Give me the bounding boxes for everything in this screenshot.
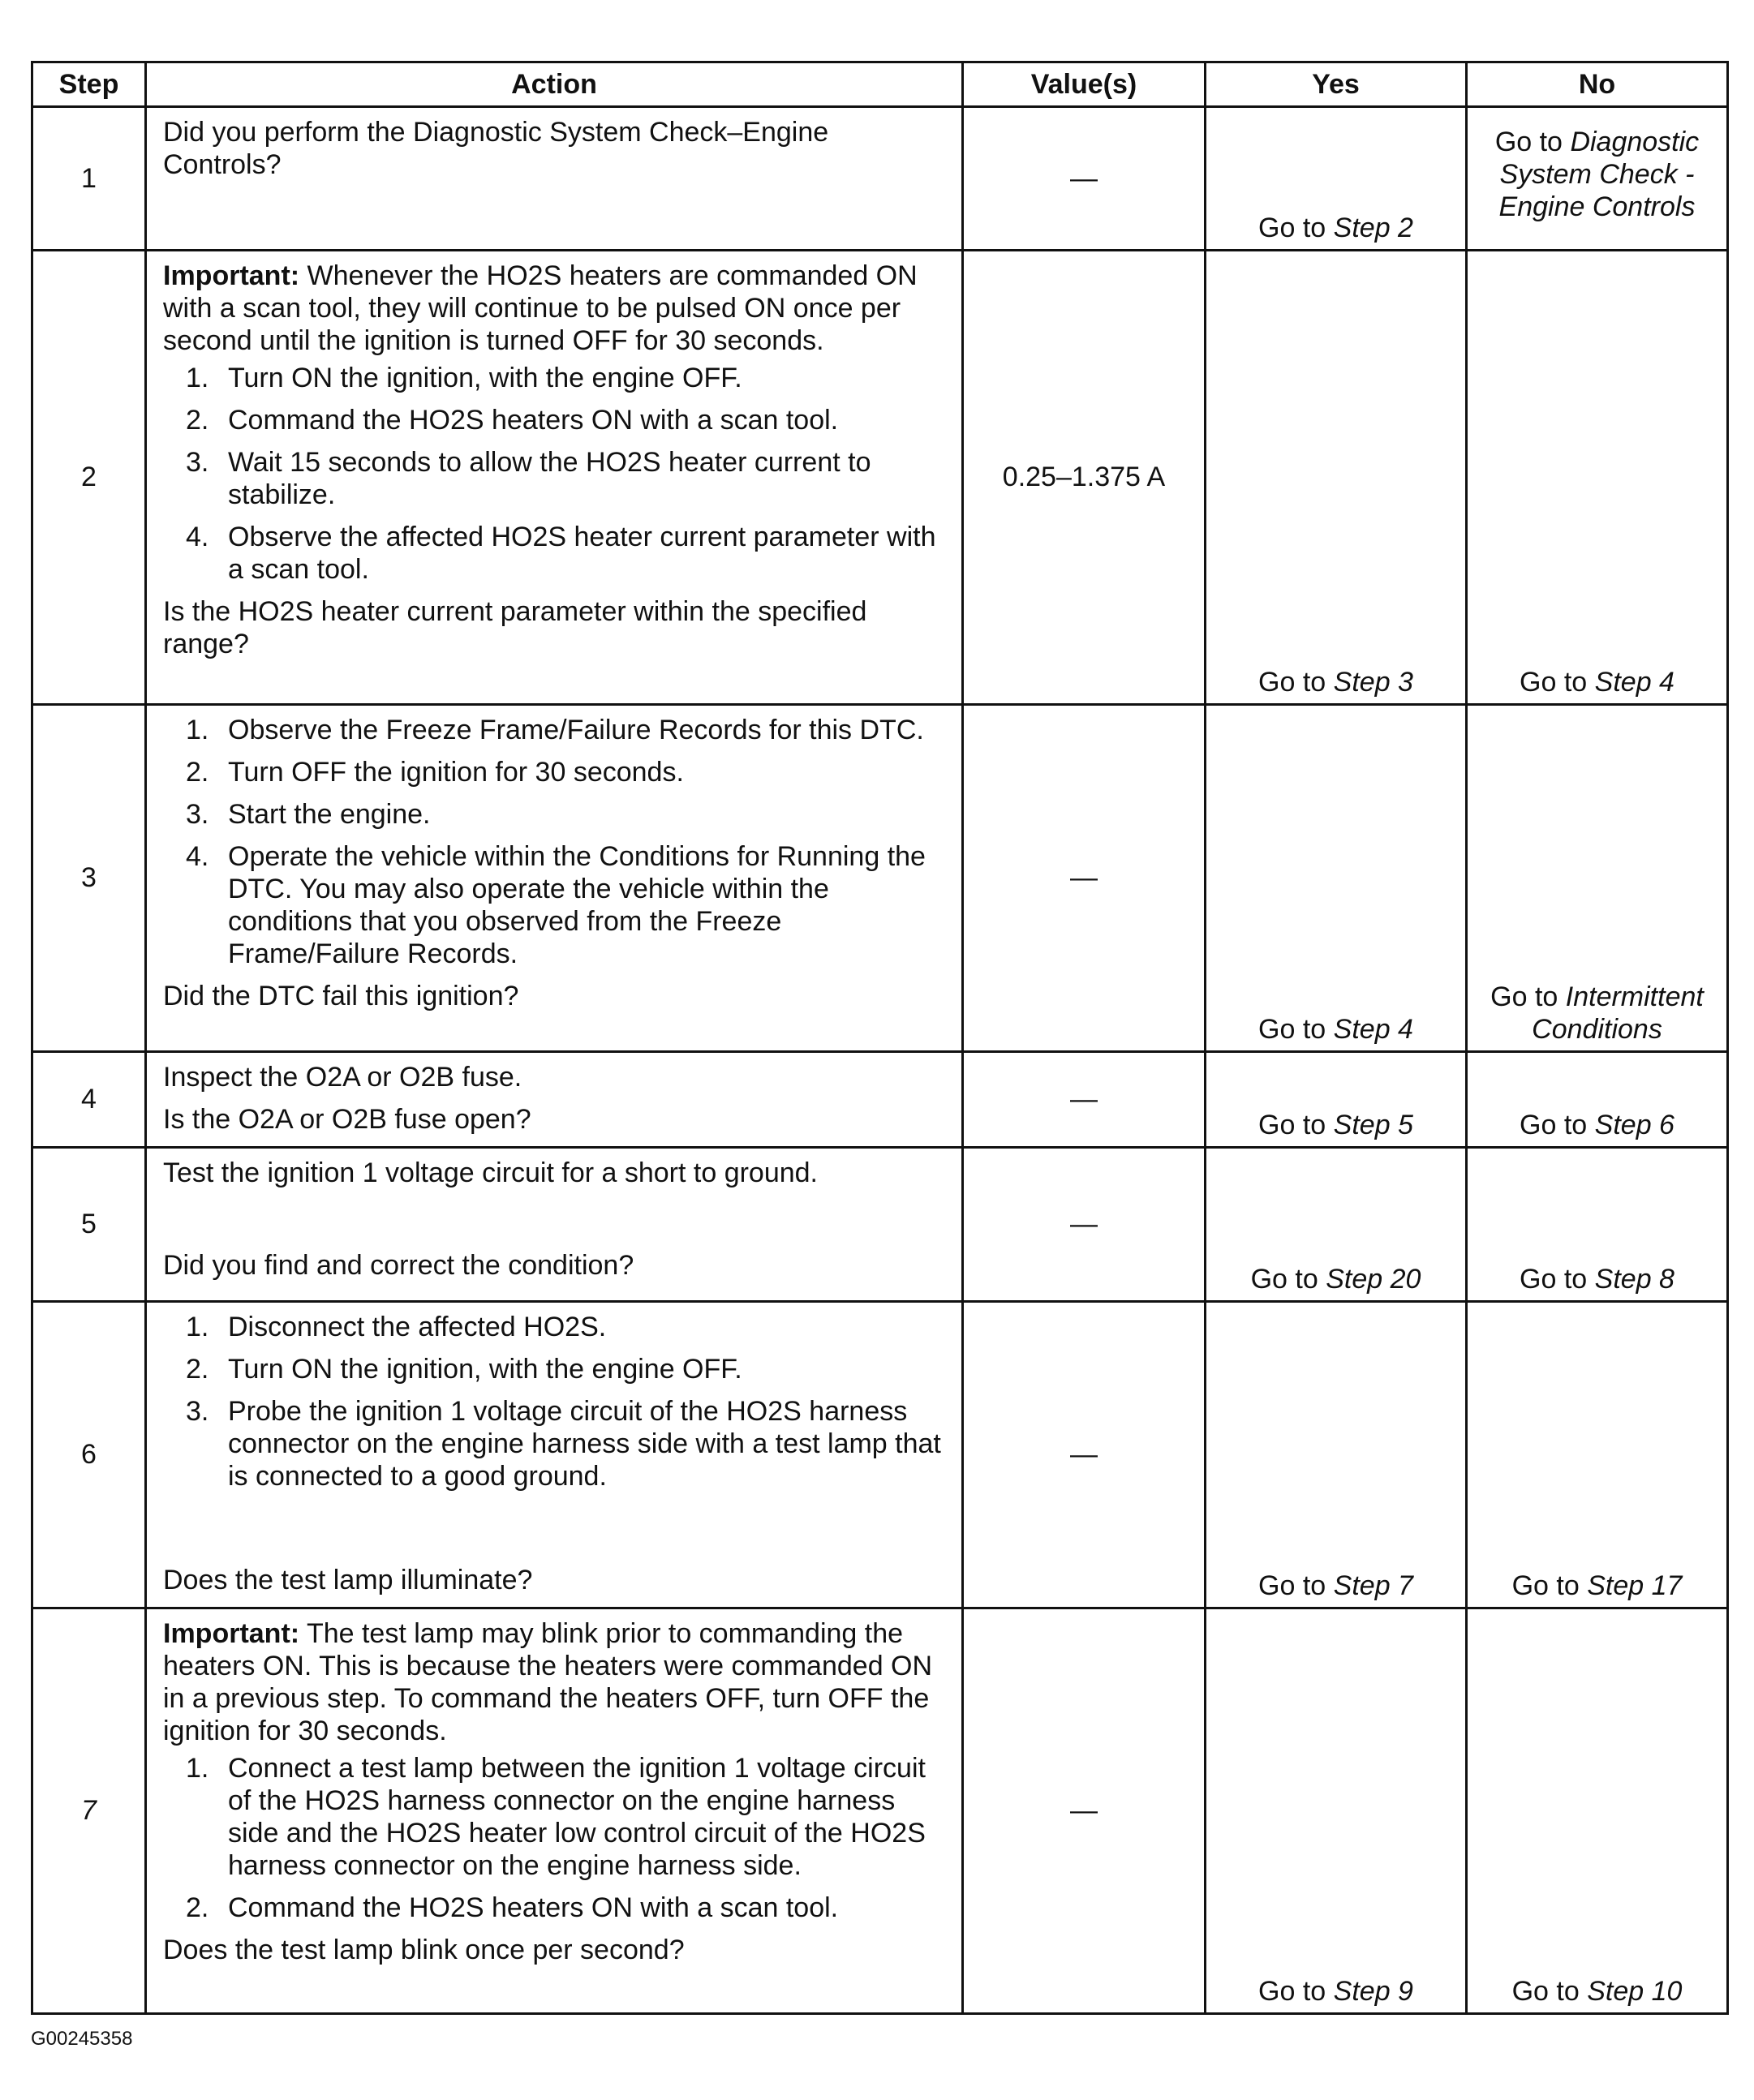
question-text: Does the test lamp illuminate? — [163, 1564, 533, 1595]
substep-text: Start the engine. — [228, 799, 431, 831]
value-cell: — — [963, 1608, 1206, 2013]
no-cell — [1467, 705, 1728, 1052]
action-cell — [146, 107, 963, 251]
substep-text: Observe the Freeze Frame/Failure Records for this DTC. — [228, 715, 924, 746]
yes-prefix: Go to — [1258, 667, 1326, 698]
substep-text: Operate the vehicle within the Conditions for Running the DTC. You may also operate the vehicle within the conditions that you observed from the Freeze Frame/Failure Records. — [228, 841, 926, 970]
table-row — [32, 1052, 1728, 1147]
action-cell — [146, 1147, 963, 1301]
important-label: Important: — [163, 1617, 300, 1649]
yes-cell — [1206, 251, 1467, 705]
step-number: 5 — [32, 1147, 146, 1301]
yes-prefix: Go to — [1250, 1263, 1318, 1295]
step-number: 1 — [32, 107, 146, 251]
yes-prefix: Go to — [1258, 1014, 1326, 1046]
step-number: 2 — [32, 251, 146, 705]
table-row — [32, 251, 1728, 705]
no-cell — [1467, 1301, 1728, 1608]
substep-text: Command the HO2S heaters ON with a scan tool. — [228, 1892, 839, 1923]
value-cell: — — [963, 705, 1206, 1052]
no-prefix: Go to — [1520, 667, 1588, 698]
important-note — [163, 1617, 945, 1747]
no-link[interactable]: Step 6 — [1594, 1109, 1674, 1140]
yes-prefix: Go to — [1258, 213, 1326, 244]
substep-list — [163, 362, 945, 586]
yes-link[interactable]: Step 5 — [1333, 1109, 1413, 1140]
action-cell — [146, 251, 963, 705]
action-cell — [146, 1301, 963, 1608]
substep-list — [163, 1752, 945, 1924]
step-number: 3 — [32, 705, 146, 1052]
list-item: 2. Turn OFF the ignition for 30 seconds. — [186, 757, 684, 788]
question-text: Is the O2A or O2B fuse open? — [163, 1104, 531, 1136]
yes-cell — [1206, 705, 1467, 1052]
substep-list — [163, 1311, 945, 1492]
list-item: 1. Connect a test lamp between the ignition 1 voltage circuit of the HO2S harness connector on the engine harness side and the HO2S heater low control circuit of the HO2S harness connector on the engine harness side. — [186, 1752, 926, 1881]
list-item: 1. Turn ON the ignition, with the engine OFF. — [186, 363, 742, 394]
yes-cell — [1206, 107, 1467, 251]
list-item: 1. Observe the Freeze Frame/Failure Records for this DTC. — [186, 715, 924, 746]
action-cell — [146, 705, 963, 1052]
substep-text: Turn OFF the ignition for 30 seconds. — [228, 757, 684, 788]
list-item: 3. Wait 15 seconds to allow the HO2S heater current to stabilize. — [186, 447, 871, 511]
action-text: Inspect the O2A or O2B fuse. — [163, 1062, 522, 1093]
substep-text: Disconnect the affected HO2S. — [228, 1311, 607, 1342]
figure-id: G00245358 — [31, 2028, 133, 2050]
substep-text: Probe the ignition 1 voltage circuit of the HO2S harness connector on the engine harness side with a test lamp that is connected to a good ground. — [228, 1395, 941, 1492]
yes-prefix: Go to — [1258, 1109, 1326, 1140]
no-link[interactable]: Diagnostic System Check - Engine Controls — [1498, 127, 1700, 222]
substep-text: Wait 15 seconds to allow the HO2S heater current to stabilize. — [228, 447, 871, 511]
yes-link[interactable]: Step 7 — [1333, 1570, 1413, 1601]
no-link[interactable]: Step 4 — [1594, 667, 1674, 698]
no-prefix: Go to — [1520, 1263, 1588, 1295]
question-text: Does the test lamp blink once per second? — [163, 1934, 685, 1965]
no-prefix: Go to — [1520, 1109, 1588, 1140]
question-text: Did you find and correct the condition? — [163, 1249, 634, 1281]
list-item: 2. Command the HO2S heaters ON with a scan tool. — [186, 405, 839, 436]
substep-text: Observe the affected HO2S heater current parameter with a scan tool. — [228, 522, 936, 586]
substep-text: Connect a test lamp between the ignition 1 voltage circuit of the HO2S harness connector on the engine harness side and the HO2S heater low control circuit of the HO2S harness connector on the engine harness side. — [228, 1752, 926, 1881]
yes-cell — [1206, 1301, 1467, 1608]
header-row — [32, 62, 1728, 107]
no-link[interactable]: Intermittent Conditions — [1532, 981, 1704, 1046]
no-link[interactable]: Step 8 — [1594, 1263, 1674, 1295]
important-label: Important: — [163, 260, 300, 292]
action-cell — [146, 1608, 963, 2013]
yes-link[interactable]: Step 2 — [1333, 213, 1413, 244]
yes-prefix: Go to — [1258, 1976, 1326, 2007]
substep-text: Turn ON the ignition, with the engine OFF. — [228, 1353, 742, 1385]
list-item: 4. Operate the vehicle within the Conditions for Running the DTC. You may also operate the vehicle within the conditions that you observed from the Freeze Frame/Failure Records. — [186, 841, 926, 970]
no-link[interactable]: Step 17 — [1587, 1570, 1683, 1601]
value-cell: 0.25–1.375 A — [963, 251, 1206, 705]
table-row — [32, 1608, 1728, 2013]
question-text: Is the HO2S heater current parameter within the specified range? — [163, 596, 867, 660]
header-step: Step — [32, 62, 146, 107]
header-values: Value(s) — [963, 62, 1206, 107]
no-cell — [1467, 1608, 1728, 2013]
important-text: The test lamp may blink prior to commanding the heaters ON. This is because the heaters were commanded ON in a previous step. To command the heaters OFF, turn OFF the ignition for 30 seconds. — [163, 1617, 933, 1746]
value-cell: — — [963, 107, 1206, 251]
no-cell — [1467, 1052, 1728, 1147]
value-cell: — — [963, 1301, 1206, 1608]
no-prefix: Go to — [1511, 1976, 1580, 2007]
no-prefix: Go to — [1490, 981, 1558, 1013]
action-text: Test the ignition 1 voltage circuit for a short to ground. — [163, 1157, 819, 1188]
step-number: 6 — [32, 1301, 146, 1608]
list-item: 3. Start the engine. — [186, 799, 431, 831]
header-action: Action — [146, 62, 963, 107]
table-row — [32, 705, 1728, 1052]
question-text: Did the DTC fail this ignition? — [163, 981, 519, 1012]
substep-list — [163, 714, 945, 970]
diagnostic-table — [31, 61, 1729, 2015]
list-item: 3. Probe the ignition 1 voltage circuit of the HO2S harness connector on the engine harness side with a test lamp that is connected to a good ground. — [186, 1395, 941, 1492]
list-item: 2. Turn ON the ignition, with the engine OFF. — [186, 1353, 742, 1385]
important-note — [163, 260, 945, 357]
step-number: 4 — [32, 1052, 146, 1147]
yes-prefix: Go to — [1258, 1570, 1326, 1601]
list-item: 1. Disconnect the affected HO2S. — [186, 1311, 607, 1342]
no-link[interactable]: Step 10 — [1587, 1976, 1683, 2007]
header-no: No — [1467, 62, 1728, 107]
header-yes: Yes — [1206, 62, 1467, 107]
substep-text: Turn ON the ignition, with the engine OFF. — [228, 363, 742, 394]
step-number: 7 — [32, 1608, 146, 2013]
yes-link[interactable]: Step 20 — [1326, 1263, 1421, 1295]
important-text: Whenever the HO2S heaters are commanded ON with a scan tool, they will continue to be pulsed ON once per second until the ignition is turned OFF for 30 seconds. — [163, 260, 918, 357]
yes-cell — [1206, 1147, 1467, 1301]
table-row — [32, 107, 1728, 251]
no-cell — [1467, 1147, 1728, 1301]
yes-cell — [1206, 1608, 1467, 2013]
list-item: 4. Observe the affected HO2S heater current parameter with a scan tool. — [186, 522, 936, 586]
no-cell — [1467, 251, 1728, 705]
action-cell — [146, 1052, 963, 1147]
no-cell — [1467, 107, 1728, 251]
table-row — [32, 1301, 1728, 1608]
value-cell: — — [963, 1147, 1206, 1301]
yes-cell — [1206, 1052, 1467, 1147]
value-cell: — — [963, 1052, 1206, 1147]
action-text: Did you perform the Diagnostic System Check–Engine Controls? — [163, 117, 829, 180]
yes-link[interactable]: Step 9 — [1333, 1976, 1413, 2007]
substep-text: Command the HO2S heaters ON with a scan tool. — [228, 405, 839, 436]
no-prefix: Go to — [1494, 127, 1563, 157]
yes-link[interactable]: Step 4 — [1333, 1014, 1413, 1046]
yes-link[interactable]: Step 3 — [1333, 667, 1413, 698]
no-prefix: Go to — [1511, 1570, 1580, 1601]
table-row — [32, 1147, 1728, 1301]
list-item: 2. Command the HO2S heaters ON with a scan tool. — [186, 1892, 839, 1923]
